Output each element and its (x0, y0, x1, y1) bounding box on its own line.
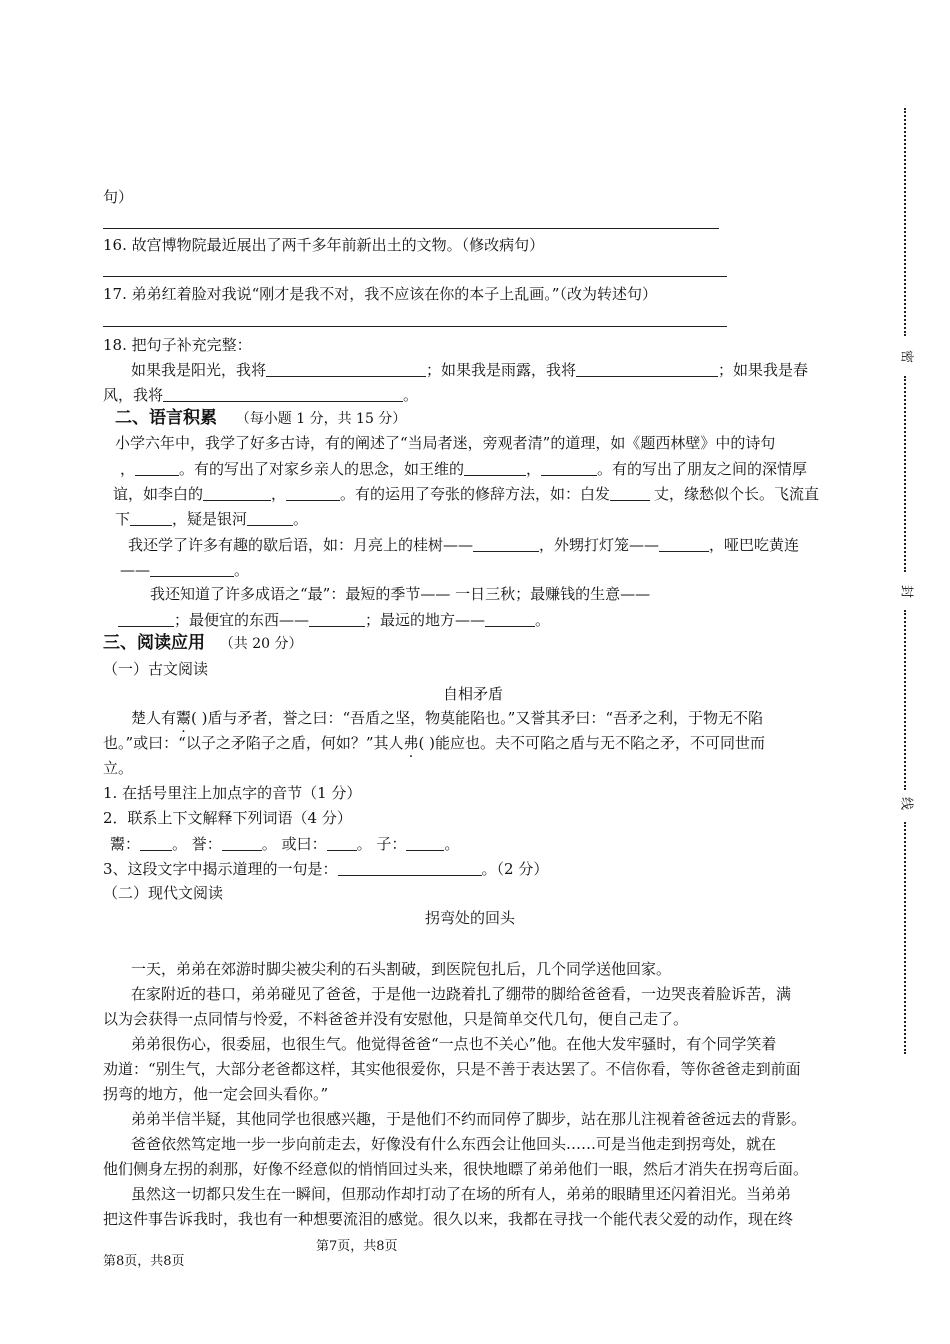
blank (659, 537, 709, 552)
text-line: 在家附近的巷口，弟弟碰见了爸爸，于是他一边跷着扎了绷带的脚给爸爸看，一边哭丧着脸诉苦，满 (131, 985, 792, 1003)
blank (485, 612, 535, 627)
blank (610, 486, 650, 501)
text: ，哑巴吃黄连 (709, 536, 800, 554)
answer-line (103, 276, 727, 277)
text: 丈，缘愁似个长。飞流直 (654, 485, 820, 503)
text-line (128, 537, 799, 553)
answer-line (103, 228, 719, 229)
text: 。 (444, 835, 460, 853)
question-line: 1. 在括号里注上加点字的音节（1 分） (103, 784, 362, 802)
text-line: 虽然这一切都只发生在一瞬间，但那动作却打动了在场的所有人，弟弟的眼睛里还闪着泪光。当弟弟 (131, 1185, 792, 1203)
text-line (115, 511, 308, 527)
binding-char-mi: 密 (898, 349, 914, 363)
question-16: 16. 故宫博物院最近展出了两千多年前新出土的文物。（修改病句） (103, 236, 545, 254)
question-line: 2．联系上下文解释下列词语（4 分） (103, 809, 352, 827)
text: 我还学了许多有趣的歇后语，如：月亮上的桂树—— (128, 536, 474, 554)
text-line: 一天，弟弟在郊游时脚尖被尖利的石头割破，到医院包扎后，几个同学送他回家。 (131, 960, 672, 978)
blank (576, 362, 718, 377)
binding-line-dots (904, 376, 906, 572)
answer-line (103, 326, 727, 327)
text: 。 (403, 386, 419, 404)
section-title: 三、阅读应用 (103, 633, 205, 653)
binding-line-dots (904, 822, 906, 1054)
text: 3、这段文字中揭示道理的一句是： (103, 860, 338, 878)
blank (266, 362, 426, 377)
text-line: 他们侧身左拐的刹那，好像不经意似的悄悄回过头来，很快地瞟了弟弟他们一眼，然后才消失在拐弯后面。 (103, 1160, 809, 1178)
question-17: 17. 弟弟红着脸对我说“刚才是我不对，我不应该在你的本子上乱画。”（改为转述句） (103, 285, 657, 303)
text: 。 誉： (172, 835, 222, 853)
question-line (103, 861, 548, 877)
text-line (131, 711, 763, 726)
blank (327, 836, 357, 851)
blank (130, 511, 172, 526)
text-line (118, 612, 550, 628)
blank (406, 836, 444, 851)
blank (338, 861, 482, 876)
binding-char-xian: 线 (898, 796, 914, 810)
text-line: 爸爸依然笃定地一步一步向前走去，好像没有什么东西会让他回头……可是当他走到拐弯处，就在 (131, 1135, 777, 1153)
section-3-heading (103, 635, 303, 652)
text-line (103, 736, 765, 751)
section-title: 二、语言积累 (115, 408, 217, 428)
text: 。 (293, 510, 309, 528)
text: 。 (535, 611, 551, 629)
text: ，疑是银河 (172, 510, 248, 528)
text: ， (271, 485, 287, 503)
text-line (120, 461, 807, 477)
blank (222, 836, 262, 851)
blank (247, 511, 293, 526)
subsection-heading: （一）古文阅读 (103, 660, 209, 678)
text-line: 弟弟半信半疑，其他同学也很感兴趣，于是他们不约而同停了脚步，站在那儿注视着爸爸远去的背影。 (131, 1110, 807, 1128)
blank (150, 562, 234, 577)
text-line: 小学六年中，我学了好多古诗，有的阐述了“当局者迷，旁观者清”的道理，如《题西林壁》中的诗句 (115, 434, 776, 452)
blank (473, 537, 539, 552)
text: 。有的运用了夸张的修辞方法，如：白发 (340, 485, 611, 503)
text: —— (120, 561, 150, 579)
blank (286, 486, 340, 501)
passage-title: 自相矛盾 (443, 685, 504, 703)
text: 。 或曰： (261, 835, 327, 853)
question-line (110, 836, 459, 852)
blank (135, 461, 179, 476)
text: 楚人有 (131, 709, 177, 727)
blank (163, 387, 403, 402)
section-2-heading (115, 410, 406, 427)
blank (203, 486, 271, 501)
question-18: 18. 把句子补充完整： (103, 336, 252, 354)
text-line (113, 486, 819, 502)
text: ；最便宜的东西—— (174, 611, 310, 629)
passage-title: 拐弯处的回头 (425, 909, 516, 927)
text: 。 子： (356, 835, 407, 853)
blank (464, 461, 526, 476)
section-note: （每小题 1 分，共 15 分） (235, 411, 407, 427)
blank (140, 836, 172, 851)
text-line: 我还知道了许多成语之“最”：最短的季节—— 一日三秋；最赚钱的生意—— (150, 585, 651, 603)
text: ；如果我是雨露，我将 (426, 361, 577, 379)
question-18-line-2 (103, 387, 418, 403)
subsection-heading: （二）现代文阅读 (103, 884, 224, 902)
text: ；最远的地方—— (365, 611, 486, 629)
text: 。（2 分） (481, 860, 549, 878)
question-18-line-1 (131, 362, 808, 378)
text: ， (120, 460, 136, 478)
text: 也。”或曰：“以子之矛陷子之盾，何如？”其人 (103, 734, 404, 752)
text-line: 立。 (103, 759, 134, 777)
blank (118, 612, 174, 627)
text-line: 拐弯的地方，他一定会回头看你。” (103, 1085, 329, 1103)
text: 如果我是阳光，我将 (131, 361, 267, 379)
blank (309, 612, 365, 627)
text: 鬻： (110, 835, 141, 853)
dotted-char: 弗 (403, 734, 419, 752)
dotted-char: 鬻 (176, 709, 192, 727)
text-line: 把这件事告诉我时，我也有一种想要流泪的感觉。很久以来，我都在寻找一个能代表父爱的动作，现在终 (103, 1210, 794, 1228)
text: 下 (115, 510, 131, 528)
text-line: 劝道：“别生气，大部分老爸都这样，其实他很爱你，只是不善于表达罢了。不信你看，等你爸爸走到前面 (103, 1060, 801, 1078)
text-line: 以为会获得一点同情与怜爱，不料爸爸并没有安慰他，只是简单交代几句，便自己走了。 (103, 1010, 689, 1028)
text-line: 句） (103, 188, 134, 206)
binding-char-feng: 封 (898, 584, 914, 598)
text: ，外甥打灯笼—— (539, 536, 660, 554)
text: 。有的写出了对家乡亲人的思念，如王维的 (179, 460, 465, 478)
text: 谊，如李白的 (113, 485, 204, 503)
text-line (120, 562, 249, 578)
binding-line-dots (904, 108, 906, 336)
text: ， (526, 460, 542, 478)
text: 。 (234, 561, 250, 579)
text: ( )盾与矛者，誉之曰：“吾盾之坚，物莫能陷也。”又誉其矛曰：“吾矛之利，于物无不陷 (191, 709, 764, 727)
text: 。有的写出了朋友之间的深情厚 (597, 460, 808, 478)
page-number: 第8页，共8页 (103, 1254, 185, 1269)
text: 风，我将 (103, 386, 164, 404)
text: ( )能应也。夫不可陷之盾与无不陷之矛，不可同世而 (418, 734, 766, 752)
blank (541, 461, 597, 476)
text: ；如果我是春 (718, 361, 809, 379)
text-line: 弟弟很伤心，很委屈，也很生气。他觉得爸爸“一点也不关心”他。在他大发牢骚时，有个同学笑着 (131, 1035, 777, 1053)
page-number: 第7页，共8页 (316, 1239, 398, 1254)
binding-line-dots (904, 610, 906, 790)
section-note: （共 20 分） (219, 636, 303, 652)
